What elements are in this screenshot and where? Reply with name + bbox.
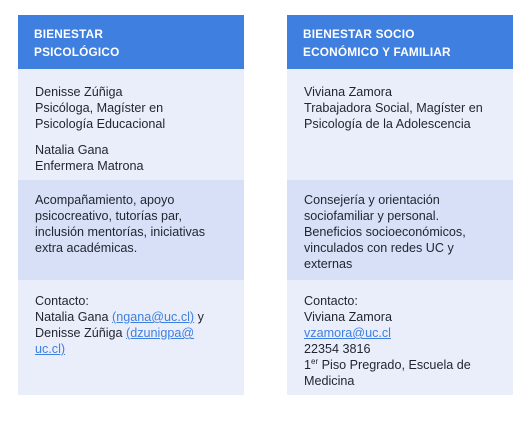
service-text: Consejería y orientación (304, 193, 440, 207)
service-text: psicocreativo, tutorías par, (35, 209, 182, 223)
service-text: inclusión mentorías, iniciativas (35, 225, 206, 239)
staff-title: Enfermera Matrona (35, 159, 144, 173)
header-line: PSICOLÓGICO (34, 45, 120, 59)
service-text: sociofamiliar y personal. (304, 209, 440, 223)
staff-name: Natalia Gana (35, 143, 109, 157)
email-link-dzunigpa-continued[interactable]: uc.cl) (35, 342, 66, 356)
service-text: externas (304, 257, 353, 271)
staff-member (35, 84, 236, 132)
contact-section (18, 280, 244, 395)
staff-section (287, 69, 513, 180)
header-line: ECONÓMICO Y FAMILIAR (303, 45, 451, 59)
service-text: Acompañamiento, apoyo (35, 193, 175, 207)
floor-text: Piso Pregrado, Escuela de (318, 358, 471, 372)
service-text: Beneficios socioeconómicos, (304, 225, 466, 239)
service-text: vinculados con redes UC y (304, 241, 454, 255)
staff-title: Trabajadora Social, Magíster en (304, 101, 483, 115)
contact-line (35, 325, 236, 341)
floor-ordinal: er (311, 356, 319, 366)
card-bienestar-psicologico (18, 15, 244, 395)
contact-phone: 22354 3816 (304, 342, 371, 356)
contact-line (35, 341, 236, 357)
contact-line (35, 309, 236, 325)
staff-name: Denisse Zúñiga (35, 85, 123, 99)
contact-label: Contacto: (35, 294, 89, 308)
staff-title: Psicóloga, Magíster en (35, 101, 164, 115)
email-link-vzamora[interactable]: vzamora@uc.cl (304, 326, 391, 340)
card-header (287, 15, 513, 69)
contact-location: Medicina (304, 374, 355, 388)
contact-location (304, 357, 505, 373)
header-line: BIENESTAR (34, 27, 104, 41)
floor-number: 1 (304, 358, 312, 372)
contact-name: Natalia Gana (35, 310, 113, 324)
card-bienestar-socioeconomico (287, 15, 513, 395)
card-header (18, 15, 244, 69)
services-section (287, 180, 513, 280)
service-text: extra académicas. (35, 241, 138, 255)
contact-section (287, 280, 513, 395)
contact-label: Contacto: (304, 294, 358, 308)
contact-conjunction: y (194, 310, 204, 324)
staff-member (304, 84, 505, 132)
email-link-dzunigpa[interactable]: (dzunigpa@ (126, 326, 195, 340)
staff-section (18, 69, 244, 180)
staff-title: Psicología Educacional (35, 117, 166, 131)
header-line: BIENESTAR SOCIO (303, 27, 415, 41)
contact-name: Denisse Zúñiga (35, 326, 127, 340)
staff-name: Viviana Zamora (304, 85, 392, 99)
contact-name: Viviana Zamora (304, 310, 392, 324)
contact-line (304, 325, 505, 341)
staff-title: Psicología de la Adolescencia (304, 117, 471, 131)
staff-member (35, 142, 236, 174)
email-link-ngana[interactable]: (ngana@uc.cl) (112, 310, 195, 324)
services-section (18, 180, 244, 280)
